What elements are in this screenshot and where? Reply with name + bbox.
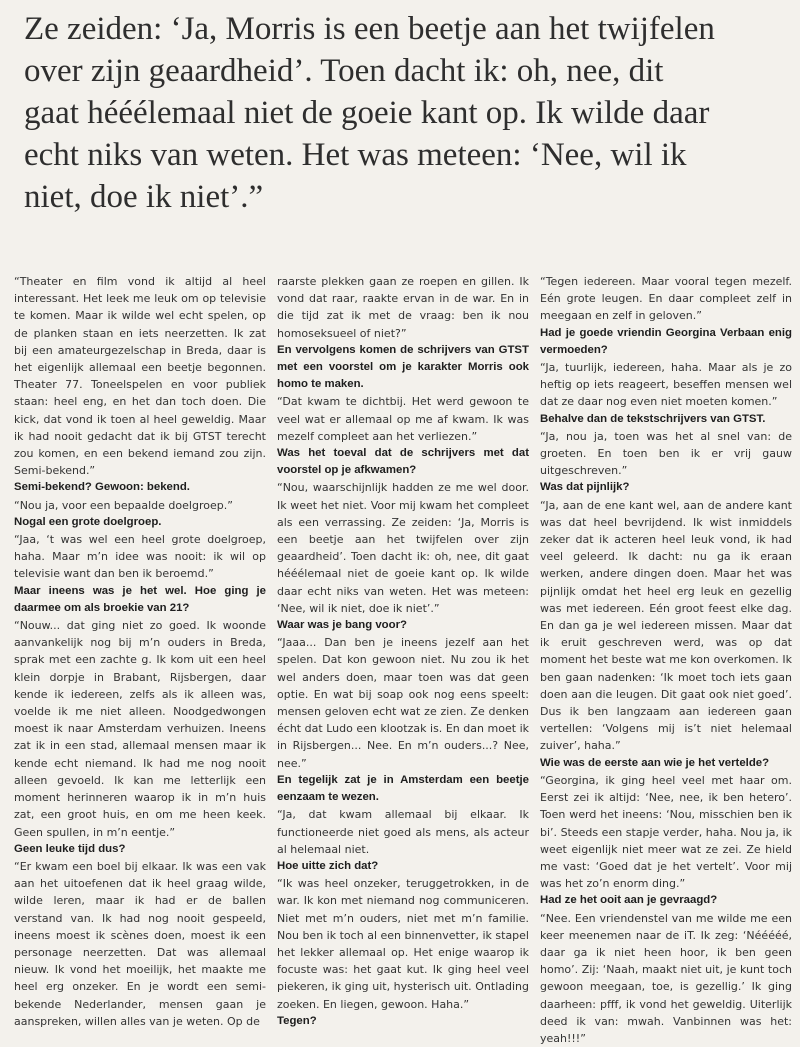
- interview-question: Wie was de eerste aan wie je het vertelde?: [540, 756, 770, 769]
- interview-answer: “Ja, dat kwam allemaal bij elkaar. Ik functioneerde niet goed als mens, als acteur al helemaal niet.: [277, 808, 529, 856]
- interview-answer: raarste plekken gaan ze roepen en gillen. Ik vond dat raar, raakte ervan in de war. En in die tijd zat ik met de vraag: ben ik nou homoseksueel of niet?”: [277, 275, 529, 340]
- article-column-2: [277, 273, 529, 1030]
- interview-answer: “Dat kwam te dichtbij. Het werd gewoon te veel wat er allemaal op me af kwam. Ik was mezelf compleet aan het verliezen.”: [277, 395, 529, 443]
- interview-question: Behalve dan de tekstschrijvers van GTST.: [540, 412, 766, 425]
- interview-question: Maar ineens was je het wel. Hoe ging je daarmee om als broekie van 21?: [14, 584, 266, 614]
- interview-answer: “Georgina, ik ging heel veel met haar om. Eerst zei ik altijd: ‘Nee, nee, ik ben hetero’. Toen werd het ineens: ‘Nou, misschien ben ik bi’. Steeds een stapje verder, haha. Nou ja, ik weet eigenlijk niet meer wat ze zei. Ze hield me vast: ‘Goed dat je het vertelt’. Voor mij was het zo’n enorm ding.”: [540, 773, 792, 891]
- interview-answer: “Ik was heel onzeker, teruggetrokken, in de war. Ik kon met niemand nog communiceren. Niet met m’n ouders, niet met m’n familie. Nou ben ik toch al een binnenvetter, ik stapel het lekker allemaal op. Het enige waarop ik focuste was: het gaat kut. Ik ging heel veel piekeren, ik ging uit, hysterisch uit. Ontlading zoeken. En liegen, gewoon. Haha.”: [277, 877, 529, 1011]
- interview-answer: “Theater en film vond ik altijd al heel interessant. Het leek me leuk om op televisie te komen. Maar ik wilde wel echt spelen, op de planken staan en iets neerzetten. Ik zat bij een amateurgezelschap in Breda, daar is het eigenlijk allemaal een beetje begonnen. Theater 77. Toneelspelen en voor publiek staan: heel eng, en het dan toch doen. Die kick, dat vond ik toen al heel geweldig. Maar ik had nooit gedacht dat ik bij GTST terecht zou komen, en een bekend iemand zou zijn. Semi-bekend.”: [14, 275, 266, 478]
- interview-answer: “Ja, tuurlijk, iedereen, haha. Maar als je zo heftig op iets reageert, beseffen mensen wel dat ze daar nog even niet moeten komen.”: [540, 361, 792, 409]
- interview-question: Geen leuke tijd dus?: [14, 842, 126, 855]
- interview-question: Was het toeval dat de schrijvers met dat voorstel op je afkwamen?: [277, 447, 529, 477]
- interview-question: Waar was je bang voor?: [277, 619, 407, 632]
- interview-question: Tegen?: [277, 1014, 317, 1027]
- interview-answer: “Nee. Een vriendenstel van me wilde me een keer meenemen naar de iT. Ik zeg: ‘Nééééé, daar ga ik niet heen hoor, ik ben geen homo’. Zij: ‘Naah, maakt niet uit, je kunt toch gewoon meegaan, toe, is gezellig.’ Ik ging daarheen: pfff, ik vond het geweldig. Uiterlijk deed ik van: mwah. Vanbinnen was het: yeah!!!”: [540, 911, 792, 1045]
- interview-answer: “Ja, aan de ene kant wel, aan de andere kant was dat heel bevrijdend. Ik wist inmiddels zeker dat ik acteren heel leuk vond, ik had veel geleerd. Ik dacht: nu ga ik eraan werken, andere dingen doen. Maar het was pijnlijk omdat het heel erg leuk en gezellig was met iedereen. Eén groot feest elke dag. En dan ga je wel iedereen missen. Maar dat ik eruit geschreven werd, was op dat moment het beste wat me kon overkomen. Ik ben gaan nadenken: ‘Ik moet toch iets gaan doen aan die leugen. Dit gaat ook niet goed’. Dus ik ben langzaam aan iedereen gaan vertellen: ‘Volgens mij is’t niet helemaal zuiver’, haha.”: [540, 498, 792, 753]
- interview-question: Hoe uitte zich dat?: [277, 859, 379, 872]
- interview-question: En vervolgens komen de schrijvers van GTST met een voorstel om je karakter Morris ook homo te maken.: [277, 343, 529, 391]
- interview-question: Semi-bekend? Gewoon: bekend.: [14, 481, 190, 494]
- interview-answer: “Ja, nou ja, toen was het al snel van: de groeten. En toen ben ik er vrij gauw uitgeschreven.”: [540, 429, 792, 478]
- interview-answer: “Nou ja, voor een bepaalde doelgroep.”: [14, 498, 233, 512]
- pull-quote-line: echt niks van weten. Het was meteen: ‘Nee, wil ik: [24, 137, 687, 173]
- interview-answer: “Er kwam een boel bij elkaar. Ik was een vak aan het uitoefenen dat ik heel graag wilde, wilde leren, maar ik had er de ballen verstand van. Ik had nog nooit gespeeld, ineens moest ik scènes doen, moest ik een personage neerzetten. Dat was allemaal nieuw. Ik vond het moeilijk, het maakte me heel erg onzeker. En je wordt een semi-bekende Nederlander, mensen gaan je aanspreken, willen alles van je weten. Op de: [14, 859, 266, 1028]
- interview-answer: “Nouw... dat ging niet zo goed. Ik woonde aanvankelijk nog bij m’n ouders in Breda, sprak met een zachte g. Ik kom uit een heel klein dorpje in Brabant, Rijsbergen, daar kende ik iedereen, zelfs als ik alleen was, voelde ik me niet alleen. Noodgedwongen moest ik naar Amsterdam verhuizen. Ineens zat ik in een stad, allemaal mensen maar ik kende echt niemand. Ik had me nog nooit alleen gevoeld. Ik kan me letterlijk een moment herinneren waarop ik in m’n huis zat, een groot huis, en om me heen keek. Geen spullen, in m’n eentje.”: [14, 619, 266, 839]
- pull-quote-line: over zijn geaardheid’. Toen dacht ik: oh, nee, dit: [24, 53, 664, 89]
- pull-quote-line: gaat hééélemaal niet de goeie kant op. Ik wilde daar: [24, 95, 710, 131]
- interview-answer: “Jaa, ‘t was wel een heel grote doelgroep, haha. Maar m’n idee was nooit: ik wil op televisie want dan ben ik beroemd.”: [14, 533, 266, 581]
- pull-quote-line: Ze zeiden: ‘Ja, Morris is een beetje aan het twijfelen: [24, 11, 715, 47]
- interview-question: En tegelijk zat je in Amsterdam een beetje eenzaam te wezen.: [277, 773, 529, 804]
- interview-question: Was dat pijnlijk?: [540, 481, 630, 494]
- pull-quote: [24, 8, 784, 218]
- interview-question: Nogal een grote doelgroep.: [14, 515, 162, 528]
- article-column-1: [14, 273, 266, 1030]
- interview-answer: “Tegen iedereen. Maar vooral tegen mezelf. Eén grote leugen. En daar compleet zelf in meegaan en zelf in geloven.”: [540, 275, 792, 323]
- article-column-3: [540, 273, 792, 1047]
- interview-answer: “Nou, waarschijnlijk hadden ze me wel door. Ik weet het niet. Voor mij kwam het compleet als een verrassing. Ze zeiden: ‘Ja, Morris is een beetje aan het twijfelen over zijn geaardheid’. Toen dacht ik: oh, nee, dit gaat hééélemaal niet de goeie kant op. Ik wilde daar echt niks van weten. Het was meteen: ‘Nee, wil ik niet, doe ik niet’.”: [277, 481, 529, 615]
- interview-answer: “Jaaa... Dan ben je ineens jezelf aan het spelen. Dat kon gewoon niet. Nu zou ik het wel anders doen, maar toen was dat geen optie. En wat bij soap ook nog eens speelt: mensen geloven echt wat ze zien. Ze denken écht dat Ludo een klootzak is. En dan moet ik in Rijsbergen... Nee. En m’n ouders...? Nee, nee.”: [277, 636, 529, 770]
- interview-question: Had ze het ooit aan je gevraagd?: [540, 894, 718, 907]
- pull-quote-line: niet, doe ik niet’.”: [24, 179, 264, 215]
- interview-question: Had je goede vriendin Georgina Verbaan enig vermoeden?: [540, 326, 792, 356]
